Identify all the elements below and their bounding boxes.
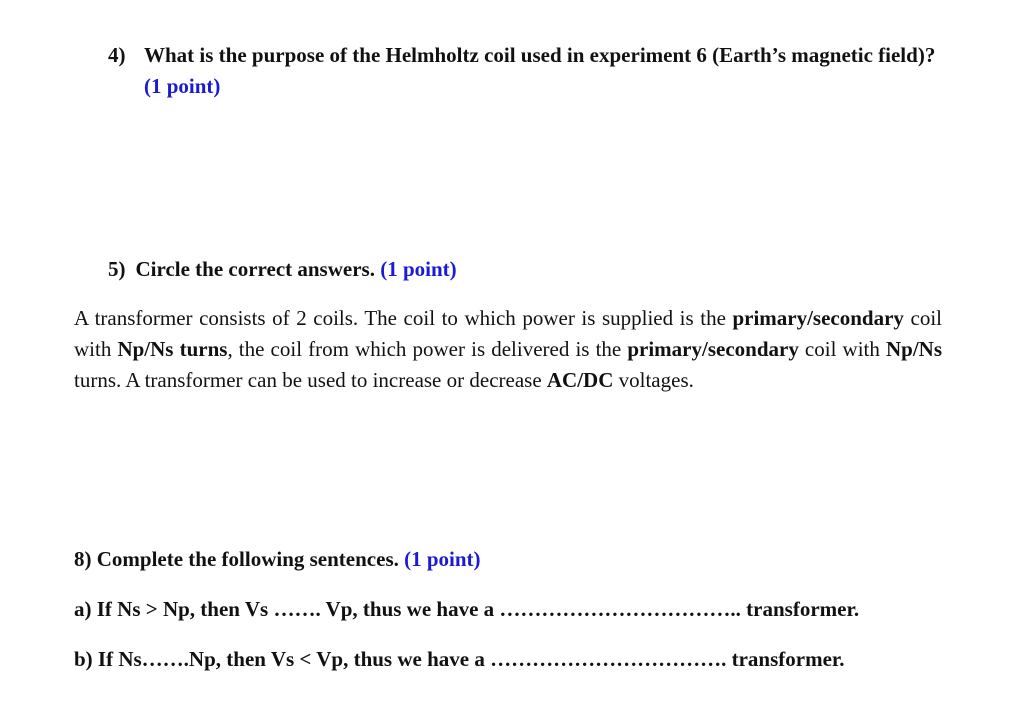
question-5	[108, 254, 457, 284]
question-8	[74, 544, 481, 574]
option-np-ns[interactable]: Np/Ns	[885, 337, 943, 361]
question-4-prompt: What is the purpose of the Helmholtz coil used in experiment 6 (Earth’s magnetic field)?	[144, 43, 936, 67]
option-np-ns-turns[interactable]: Np/Ns turns	[117, 337, 228, 361]
question-4-number: 4)	[108, 43, 126, 67]
sentence-a: a) If Ns > Np, then Vs ……. Vp, thus we have a …………………………….. transformer.	[74, 597, 860, 621]
paragraph-text-5: turns. A transformer can be used to increase or decrease	[74, 368, 547, 392]
question-4-points: (1 point)	[144, 74, 221, 98]
question-8-points: (1 point)	[404, 547, 481, 571]
sentence-b: b) If Ns…….Np, then Vs < Vp, thus we have a ……………………………. transformer.	[74, 647, 845, 671]
paragraph-text-1: A transformer consists of 2 coils. The coil to which power is supplied is the	[74, 306, 733, 330]
paragraph-text-4: coil with	[798, 337, 886, 361]
option-ac-dc[interactable]: AC/DC	[546, 368, 614, 392]
transformer-paragraph	[74, 303, 942, 396]
question-8-heading: 8) Complete the following sentences.	[74, 547, 399, 571]
question-4	[108, 40, 958, 102]
question-5-instruction: Circle the correct answers.	[135, 257, 375, 281]
paragraph-text-3: , the coil from which power is delivered is the	[227, 337, 628, 361]
question-4-text	[144, 40, 958, 102]
question-5-number: 5)	[108, 257, 126, 281]
option-primary-secondary-1[interactable]: primary/secondary	[732, 306, 904, 330]
paragraph-text-6: voltages.	[613, 368, 694, 392]
question-5-points: (1 point)	[380, 257, 457, 281]
paragraph-text-2: coil with	[74, 306, 942, 361]
option-primary-secondary-2[interactable]: primary/secondary	[627, 337, 799, 361]
